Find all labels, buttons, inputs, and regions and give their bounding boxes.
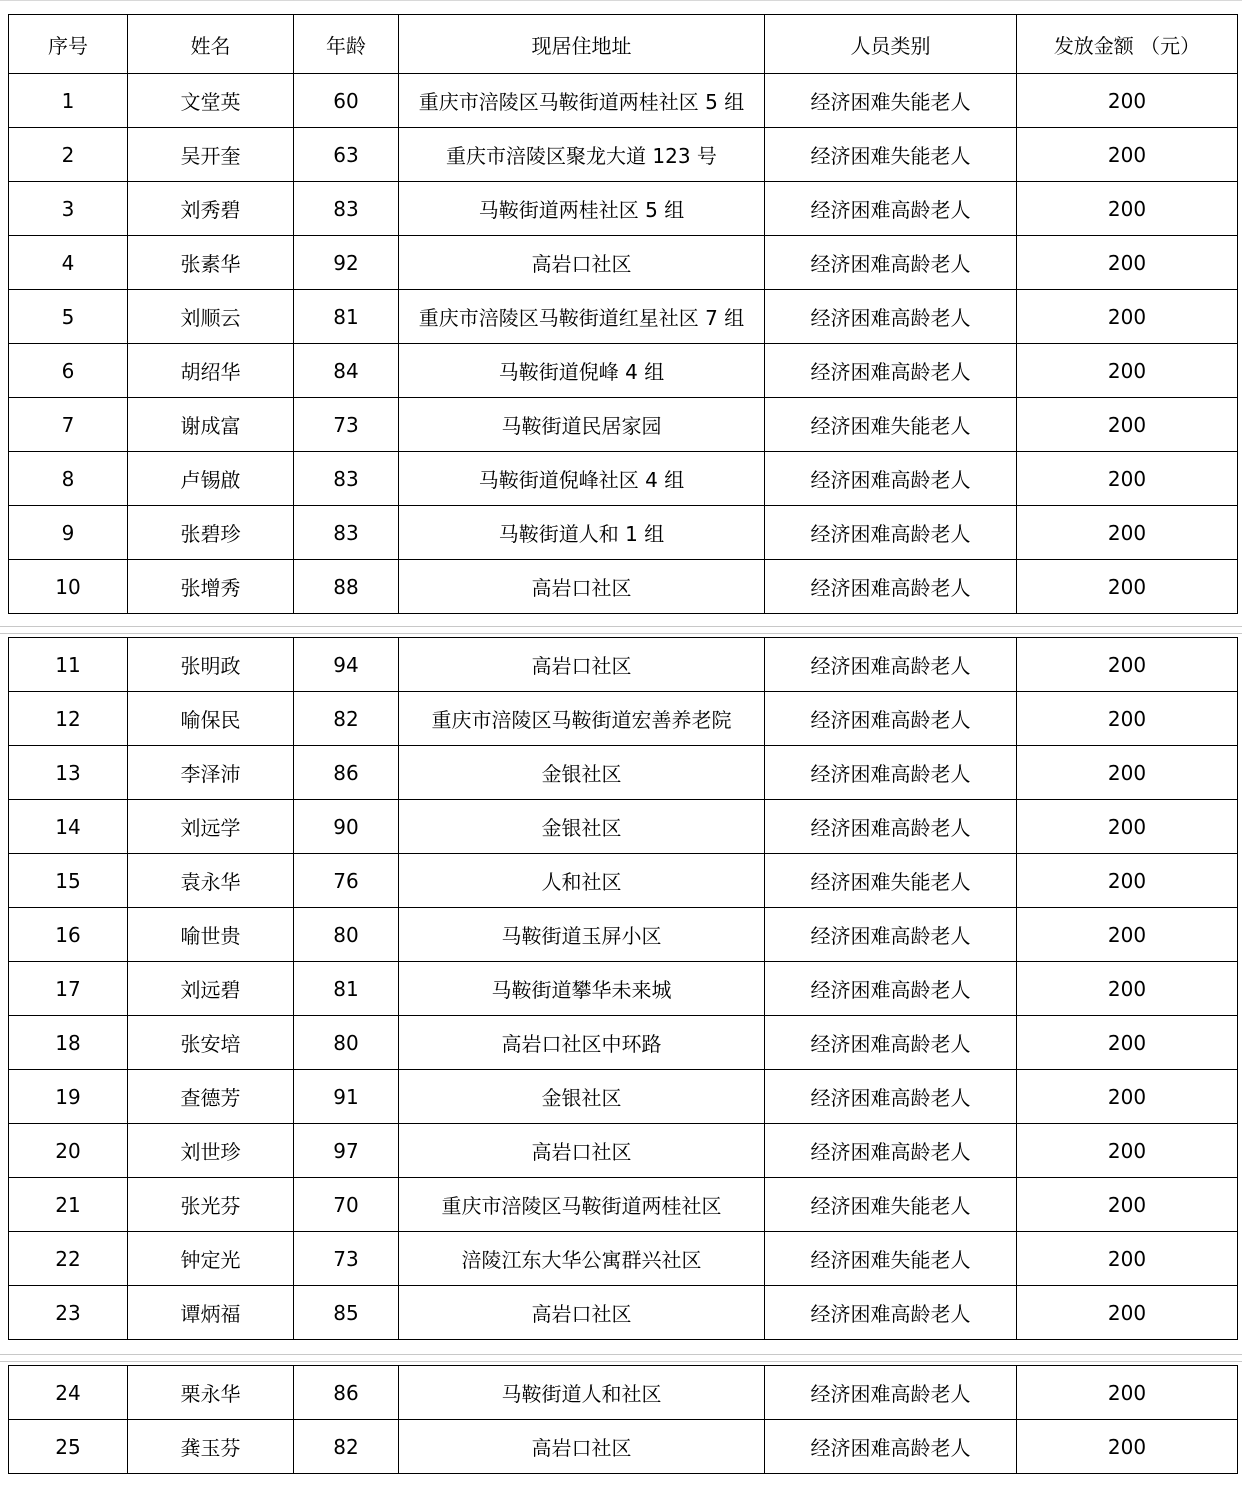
cell-amount: 200 bbox=[1017, 1366, 1238, 1420]
cell-category: 经济困难失能老人 bbox=[765, 854, 1017, 908]
cell-amount: 200 bbox=[1017, 1286, 1238, 1340]
cell-address: 马鞍街道民居家园 bbox=[399, 398, 765, 452]
cell-age: 73 bbox=[294, 1232, 399, 1286]
cell-category: 经济困难高龄老人 bbox=[765, 290, 1017, 344]
cell-age: 86 bbox=[294, 746, 399, 800]
cell-name: 喻保民 bbox=[128, 692, 294, 746]
cell-no: 24 bbox=[9, 1366, 128, 1420]
cell-no: 6 bbox=[9, 344, 128, 398]
cell-amount: 200 bbox=[1017, 398, 1238, 452]
cell-name: 刘顺云 bbox=[128, 290, 294, 344]
cell-name: 谭炳福 bbox=[128, 1286, 294, 1340]
cell-name: 张明政 bbox=[128, 638, 294, 692]
cell-name: 文堂英 bbox=[128, 74, 294, 128]
cell-age: 86 bbox=[294, 1366, 399, 1420]
cell-address: 金银社区 bbox=[399, 800, 765, 854]
cell-amount: 200 bbox=[1017, 182, 1238, 236]
cell-no: 19 bbox=[9, 1070, 128, 1124]
cell-name: 张增秀 bbox=[128, 560, 294, 614]
cell-no: 15 bbox=[9, 854, 128, 908]
page-top-edge bbox=[0, 0, 1242, 1]
cell-no: 3 bbox=[9, 182, 128, 236]
cell-category: 经济困难高龄老人 bbox=[765, 1016, 1017, 1070]
cell-name: 袁永华 bbox=[128, 854, 294, 908]
cell-name: 李泽沛 bbox=[128, 746, 294, 800]
table-row bbox=[9, 1124, 1238, 1178]
cell-address: 马鞍街道攀华未来城 bbox=[399, 962, 765, 1016]
cell-age: 63 bbox=[294, 128, 399, 182]
cell-amount: 200 bbox=[1017, 1178, 1238, 1232]
cell-age: 97 bbox=[294, 1124, 399, 1178]
cell-age: 70 bbox=[294, 1178, 399, 1232]
cell-age: 83 bbox=[294, 182, 399, 236]
cell-category: 经济困难高龄老人 bbox=[765, 344, 1017, 398]
header-address: 现居住地址 bbox=[399, 15, 765, 74]
cell-address: 马鞍街道倪峰社区 4 组 bbox=[399, 452, 765, 506]
table-row bbox=[9, 962, 1238, 1016]
cell-amount: 200 bbox=[1017, 800, 1238, 854]
cell-name: 钟定光 bbox=[128, 1232, 294, 1286]
cell-no: 9 bbox=[9, 506, 128, 560]
cell-no: 22 bbox=[9, 1232, 128, 1286]
table-row bbox=[9, 290, 1238, 344]
cell-name: 胡绍华 bbox=[128, 344, 294, 398]
cell-category: 经济困难高龄老人 bbox=[765, 962, 1017, 1016]
cell-amount: 200 bbox=[1017, 236, 1238, 290]
cell-category: 经济困难高龄老人 bbox=[765, 1124, 1017, 1178]
cell-name: 栗永华 bbox=[128, 1366, 294, 1420]
cell-no: 12 bbox=[9, 692, 128, 746]
table-row bbox=[9, 182, 1238, 236]
cell-category: 经济困难高龄老人 bbox=[765, 1286, 1017, 1340]
cell-address: 重庆市涪陵区马鞍街道宏善养老院 bbox=[399, 692, 765, 746]
cell-amount: 200 bbox=[1017, 128, 1238, 182]
cell-age: 80 bbox=[294, 908, 399, 962]
cell-address: 高岩口社区 bbox=[399, 560, 765, 614]
cell-category: 经济困难高龄老人 bbox=[765, 1420, 1017, 1474]
cell-age: 82 bbox=[294, 1420, 399, 1474]
cell-no: 13 bbox=[9, 746, 128, 800]
header-amount: 发放金额 （元） bbox=[1017, 15, 1238, 74]
cell-no: 18 bbox=[9, 1016, 128, 1070]
table-row bbox=[9, 236, 1238, 290]
cell-address: 人和社区 bbox=[399, 854, 765, 908]
cell-no: 1 bbox=[9, 74, 128, 128]
table-segment-3 bbox=[8, 1365, 1238, 1474]
cell-age: 60 bbox=[294, 74, 399, 128]
cell-age: 73 bbox=[294, 398, 399, 452]
cell-address: 马鞍街道人和 1 组 bbox=[399, 506, 765, 560]
cell-amount: 200 bbox=[1017, 560, 1238, 614]
cell-category: 经济困难高龄老人 bbox=[765, 692, 1017, 746]
cell-category: 经济困难失能老人 bbox=[765, 128, 1017, 182]
cell-amount: 200 bbox=[1017, 1420, 1238, 1474]
cell-address: 高岩口社区中环路 bbox=[399, 1016, 765, 1070]
table-row bbox=[9, 1286, 1238, 1340]
cell-address: 高岩口社区 bbox=[399, 1124, 765, 1178]
cell-address: 高岩口社区 bbox=[399, 236, 765, 290]
cell-age: 82 bbox=[294, 692, 399, 746]
cell-age: 90 bbox=[294, 800, 399, 854]
cell-name: 查德芳 bbox=[128, 1070, 294, 1124]
cell-name: 吴开奎 bbox=[128, 128, 294, 182]
table-row bbox=[9, 692, 1238, 746]
cell-category: 经济困难高龄老人 bbox=[765, 746, 1017, 800]
page-break-2 bbox=[0, 1351, 1242, 1365]
cell-age: 88 bbox=[294, 560, 399, 614]
header-name: 姓名 bbox=[128, 15, 294, 74]
table-row bbox=[9, 854, 1238, 908]
table-row bbox=[9, 560, 1238, 614]
cell-no: 4 bbox=[9, 236, 128, 290]
table-row bbox=[9, 128, 1238, 182]
cell-amount: 200 bbox=[1017, 506, 1238, 560]
cell-name: 张素华 bbox=[128, 236, 294, 290]
table-row bbox=[9, 1420, 1238, 1474]
cell-name: 谢成富 bbox=[128, 398, 294, 452]
cell-no: 20 bbox=[9, 1124, 128, 1178]
cell-category: 经济困难高龄老人 bbox=[765, 908, 1017, 962]
cell-name: 张安培 bbox=[128, 1016, 294, 1070]
table-row bbox=[9, 398, 1238, 452]
table-row bbox=[9, 1016, 1238, 1070]
table-row bbox=[9, 452, 1238, 506]
cell-name: 张光芬 bbox=[128, 1178, 294, 1232]
table-body-segment-2 bbox=[9, 638, 1238, 1340]
cell-no: 7 bbox=[9, 398, 128, 452]
table-row bbox=[9, 908, 1238, 962]
table-row bbox=[9, 1366, 1238, 1420]
cell-address: 马鞍街道玉屏小区 bbox=[399, 908, 765, 962]
cell-amount: 200 bbox=[1017, 962, 1238, 1016]
table-row bbox=[9, 1232, 1238, 1286]
cell-age: 81 bbox=[294, 962, 399, 1016]
cell-name: 龚玉芬 bbox=[128, 1420, 294, 1474]
cell-age: 92 bbox=[294, 236, 399, 290]
cell-category: 经济困难高龄老人 bbox=[765, 506, 1017, 560]
cell-amount: 200 bbox=[1017, 452, 1238, 506]
cell-amount: 200 bbox=[1017, 746, 1238, 800]
table-body-segment-3 bbox=[9, 1366, 1238, 1474]
cell-category: 经济困难失能老人 bbox=[765, 1178, 1017, 1232]
cell-address: 重庆市涪陵区马鞍街道红星社区 7 组 bbox=[399, 290, 765, 344]
cell-amount: 200 bbox=[1017, 1124, 1238, 1178]
cell-category: 经济困难高龄老人 bbox=[765, 638, 1017, 692]
cell-category: 经济困难高龄老人 bbox=[765, 1070, 1017, 1124]
cell-address: 马鞍街道人和社区 bbox=[399, 1366, 765, 1420]
cell-category: 经济困难高龄老人 bbox=[765, 800, 1017, 854]
cell-age: 91 bbox=[294, 1070, 399, 1124]
cell-address: 重庆市涪陵区马鞍街道两桂社区 bbox=[399, 1178, 765, 1232]
cell-amount: 200 bbox=[1017, 344, 1238, 398]
cell-no: 21 bbox=[9, 1178, 128, 1232]
cell-name: 刘远碧 bbox=[128, 962, 294, 1016]
cell-category: 经济困难高龄老人 bbox=[765, 452, 1017, 506]
cell-category: 经济困难失能老人 bbox=[765, 74, 1017, 128]
cell-amount: 200 bbox=[1017, 692, 1238, 746]
cell-category: 经济困难高龄老人 bbox=[765, 182, 1017, 236]
cell-category: 经济困难失能老人 bbox=[765, 1232, 1017, 1286]
cell-no: 5 bbox=[9, 290, 128, 344]
cell-name: 刘秀碧 bbox=[128, 182, 294, 236]
table-row bbox=[9, 638, 1238, 692]
cell-age: 81 bbox=[294, 290, 399, 344]
cell-amount: 200 bbox=[1017, 908, 1238, 962]
cell-category: 经济困难高龄老人 bbox=[765, 560, 1017, 614]
cell-address: 重庆市涪陵区聚龙大道 123 号 bbox=[399, 128, 765, 182]
cell-no: 25 bbox=[9, 1420, 128, 1474]
cell-no: 23 bbox=[9, 1286, 128, 1340]
table-header-row bbox=[9, 15, 1238, 74]
cell-category: 经济困难高龄老人 bbox=[765, 236, 1017, 290]
cell-address: 金银社区 bbox=[399, 1070, 765, 1124]
cell-category: 经济困难失能老人 bbox=[765, 398, 1017, 452]
cell-name: 喻世贵 bbox=[128, 908, 294, 962]
cell-address: 重庆市涪陵区马鞍街道两桂社区 5 组 bbox=[399, 74, 765, 128]
cell-amount: 200 bbox=[1017, 290, 1238, 344]
table-body-segment-1 bbox=[9, 15, 1238, 614]
table-row bbox=[9, 74, 1238, 128]
table-row bbox=[9, 800, 1238, 854]
cell-category: 经济困难高龄老人 bbox=[765, 1366, 1017, 1420]
cell-name: 刘世珍 bbox=[128, 1124, 294, 1178]
cell-age: 83 bbox=[294, 452, 399, 506]
table-segment-1 bbox=[8, 14, 1238, 614]
cell-no: 11 bbox=[9, 638, 128, 692]
cell-amount: 200 bbox=[1017, 638, 1238, 692]
table-row bbox=[9, 746, 1238, 800]
cell-address: 高岩口社区 bbox=[399, 1286, 765, 1340]
cell-amount: 200 bbox=[1017, 74, 1238, 128]
cell-age: 94 bbox=[294, 638, 399, 692]
page-break-1 bbox=[0, 623, 1242, 637]
cell-no: 10 bbox=[9, 560, 128, 614]
cell-amount: 200 bbox=[1017, 1070, 1238, 1124]
cell-no: 17 bbox=[9, 962, 128, 1016]
cell-amount: 200 bbox=[1017, 1016, 1238, 1070]
cell-address: 涪陵江东大华公寓群兴社区 bbox=[399, 1232, 765, 1286]
header-category: 人员类别 bbox=[765, 15, 1017, 74]
table-row bbox=[9, 1070, 1238, 1124]
cell-name: 卢锡啟 bbox=[128, 452, 294, 506]
table-row bbox=[9, 344, 1238, 398]
cell-no: 16 bbox=[9, 908, 128, 962]
cell-name: 张碧珍 bbox=[128, 506, 294, 560]
header-no: 序号 bbox=[9, 15, 128, 74]
cell-age: 85 bbox=[294, 1286, 399, 1340]
table-segment-2 bbox=[8, 637, 1238, 1340]
cell-name: 刘远学 bbox=[128, 800, 294, 854]
cell-address: 金银社区 bbox=[399, 746, 765, 800]
cell-address: 高岩口社区 bbox=[399, 1420, 765, 1474]
cell-age: 83 bbox=[294, 506, 399, 560]
table-row bbox=[9, 1178, 1238, 1232]
cell-age: 76 bbox=[294, 854, 399, 908]
cell-amount: 200 bbox=[1017, 1232, 1238, 1286]
cell-address: 高岩口社区 bbox=[399, 638, 765, 692]
cell-no: 2 bbox=[9, 128, 128, 182]
cell-address: 马鞍街道两桂社区 5 组 bbox=[399, 182, 765, 236]
header-age: 年龄 bbox=[294, 15, 399, 74]
cell-no: 14 bbox=[9, 800, 128, 854]
cell-address: 马鞍街道倪峰 4 组 bbox=[399, 344, 765, 398]
cell-age: 84 bbox=[294, 344, 399, 398]
cell-age: 80 bbox=[294, 1016, 399, 1070]
table-row bbox=[9, 506, 1238, 560]
cell-amount: 200 bbox=[1017, 854, 1238, 908]
cell-no: 8 bbox=[9, 452, 128, 506]
